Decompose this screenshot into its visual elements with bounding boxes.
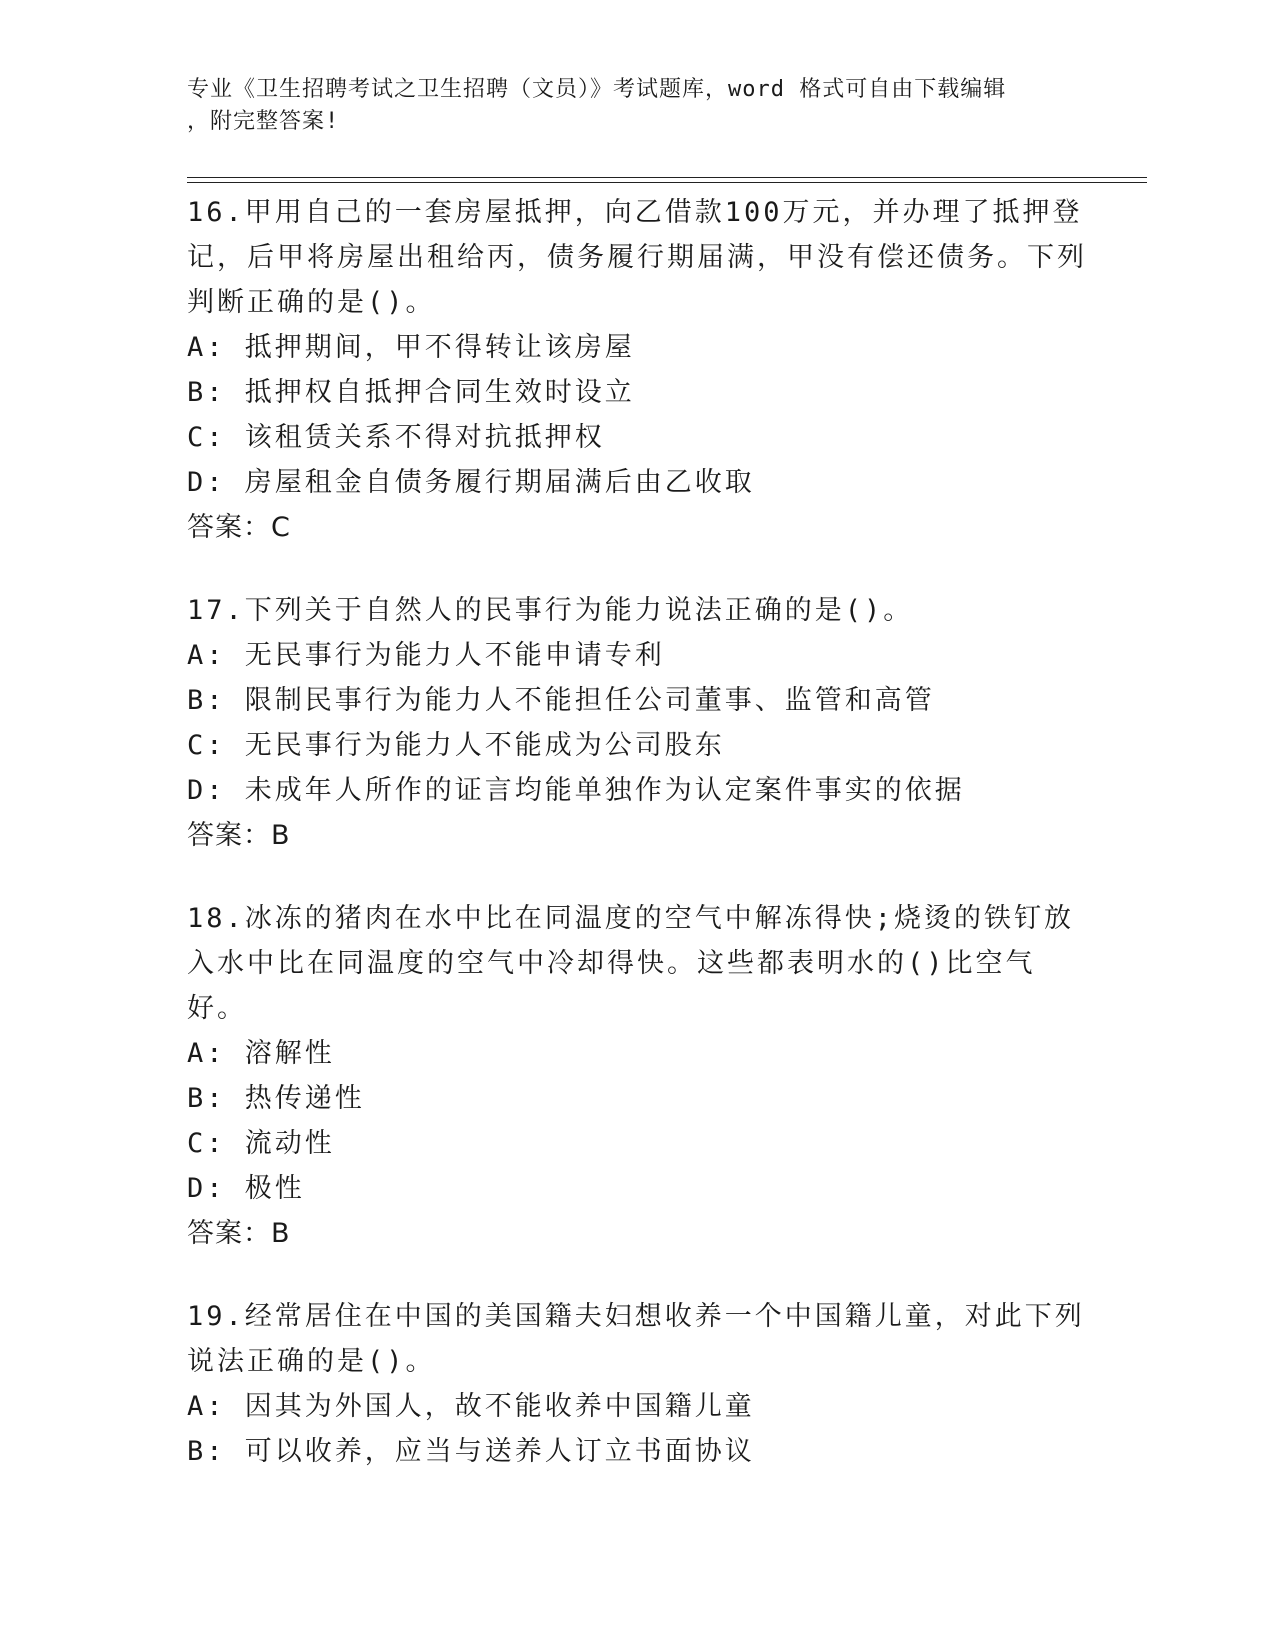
- question-text: 19.经常居住在中国的美国籍夫妇想收养一个中国籍儿童，对此下列说法正确的是()。: [187, 1301, 1085, 1377]
- question-text: 17.下列关于自然人的民事行为能力说法正确的是()。: [187, 595, 914, 626]
- option-a: A: 无民事行为能力人不能申请专利: [187, 640, 665, 671]
- question-16: [187, 190, 1087, 550]
- option-b: B: 抵押权自抵押合同生效时设立: [187, 377, 635, 408]
- question-17: [187, 588, 1087, 858]
- question-text: 18.冰冻的猪肉在水中比在同温度的空气中解冻得快;烧烫的铁钉放入水中比在同温度的空气中冷却得快。这些都表明水的()比空气好。: [187, 903, 1075, 1024]
- question-19: [187, 1294, 1087, 1474]
- option-d: D: 房屋租金自债务履行期届满后由乙收取: [187, 467, 755, 498]
- option-c: C: 该租赁关系不得对抗抵押权: [187, 422, 605, 453]
- question-18: [187, 896, 1087, 1256]
- document-header: [187, 74, 1067, 138]
- answer: 答案：C: [187, 512, 291, 543]
- option-d: D: 未成年人所作的证言均能单独作为认定案件事实的依据: [187, 775, 965, 806]
- question-text: 16.甲用自己的一套房屋抵押，向乙借款100万元，并办理了抵押登记，后甲将房屋出租给丙，债务履行期届满，甲没有偿还债务。下列判断正确的是()。: [187, 197, 1087, 318]
- answer: 答案：B: [187, 1218, 291, 1249]
- option-a: A: 因其为外国人，故不能收养中国籍儿童: [187, 1391, 755, 1422]
- question-list: [187, 190, 1087, 1512]
- document-subtitle: ，附完整答案!: [187, 109, 340, 134]
- option-b: B: 限制民事行为能力人不能担任公司董事、监管和高管: [187, 685, 935, 716]
- option-b: B: 热传递性: [187, 1083, 365, 1114]
- header-divider-top: [187, 177, 1147, 178]
- option-b: B: 可以收养，应当与送养人订立书面协议: [187, 1436, 755, 1467]
- option-c: C: 无民事行为能力人不能成为公司股东: [187, 730, 725, 761]
- option-c: C: 流动性: [187, 1128, 335, 1159]
- option-d: D: 极性: [187, 1173, 305, 1204]
- answer: 答案：B: [187, 820, 291, 851]
- option-a: A: 溶解性: [187, 1038, 335, 1069]
- document-title: 专业《卫生招聘考试之卫生招聘（文员）》考试题库，word 格式可自由下载编辑: [187, 77, 1007, 102]
- header-divider-bottom: [187, 182, 1147, 183]
- option-a: A: 抵押期间，甲不得转让该房屋: [187, 332, 635, 363]
